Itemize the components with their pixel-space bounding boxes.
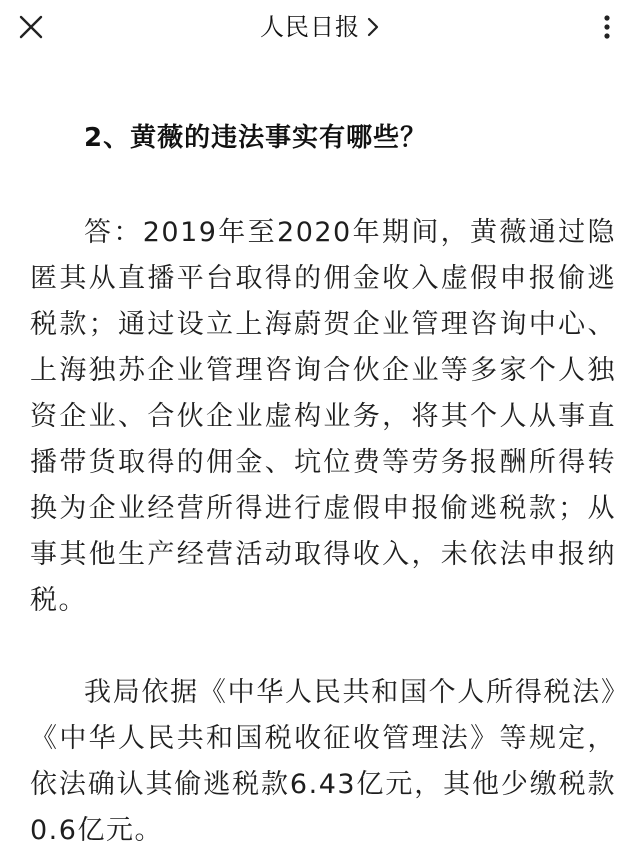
article-body [30, 118, 616, 854]
section-heading: 2、黄薇的违法事实有哪些？ [84, 123, 428, 153]
answer-paragraph: 答：2019年至2020年期间，黄薇通过隐匿其从直播平台取得的佣金收入虚假申报偷逃税款；通过设立上海蔚贺企业管理咨询中心、上海独苏企业管理咨询合伙企业等多家个人独资企业、合伙企业虚构业务，将其个人从事直播带货取得的佣金、坑位费等劳务报酬所得转换为企业经营所得进行虚假申报偷逃税款；从事其他生产经营活动取得收入，未依法申报纳税。 [30, 217, 616, 616]
header-title-area [0, 10, 640, 44]
more-dots-icon [592, 14, 622, 40]
page-title: 人民日报 [260, 13, 360, 41]
chevron-right-icon [366, 16, 380, 38]
top-bar [0, 0, 640, 54]
account-title-link[interactable] [260, 10, 380, 44]
more-options-button[interactable] [592, 14, 622, 40]
ruling-paragraph: 我局依据《中华人民共和国个人所得税法》《中华人民共和国税收征收管理法》等规定，依法确认其偷逃税款6.43亿元，其他少缴税款0.6亿元。 [30, 677, 616, 846]
